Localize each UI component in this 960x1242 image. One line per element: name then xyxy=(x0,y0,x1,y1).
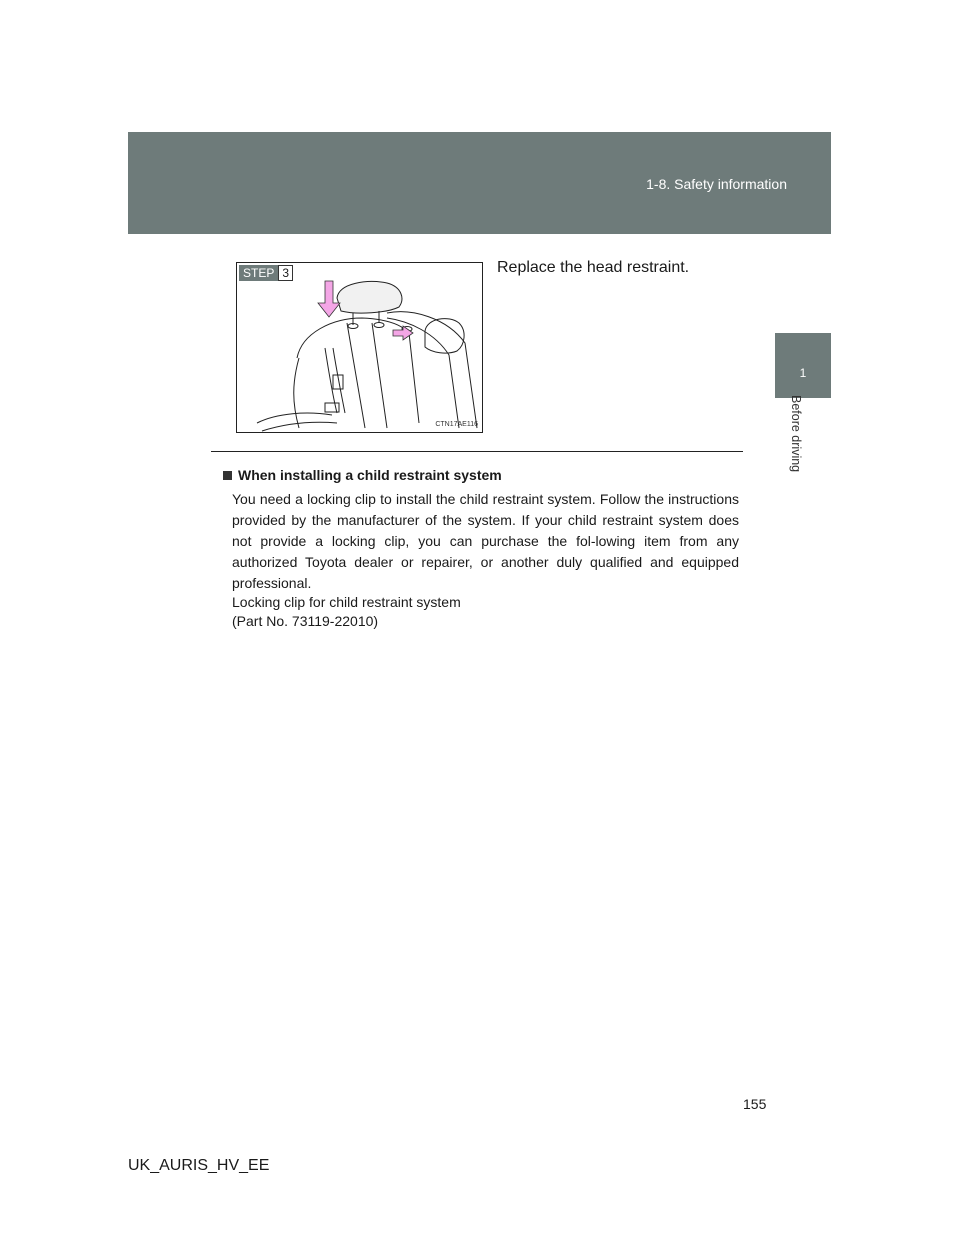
chapter-tab-label-text: Before driving xyxy=(789,395,803,473)
square-bullet-icon xyxy=(223,471,232,480)
section-title: 1-8. Safety information xyxy=(646,176,787,192)
page-number: 155 xyxy=(743,1096,767,1112)
step-badge xyxy=(239,265,293,281)
part-info xyxy=(232,593,739,631)
section-divider xyxy=(211,451,743,452)
part-line-1: Locking clip for child restraint system xyxy=(232,594,461,610)
head-restraint-illustration xyxy=(236,262,483,433)
figure-code: CTN17AE116 xyxy=(435,421,478,428)
header-band xyxy=(128,132,831,234)
part-line-2: (Part No. 73119-22010) xyxy=(232,613,379,629)
seat-drawing xyxy=(237,263,484,434)
step-badge-number: 3 xyxy=(278,265,293,281)
note-heading-text: When installing a child restraint system xyxy=(238,467,502,483)
step-instruction: Replace the head restraint. xyxy=(497,259,690,276)
step-badge-word: STEP xyxy=(239,265,278,281)
note-body: You need a locking clip to install the child restraint system. Follow the instructions provided by the manufacturer of the system. If your child restraint system does not provide a locking clip, you can purchase the fol-lowing item from any authorized Toyota dealer or repairer, or another duly qualified and equipped professional. xyxy=(232,491,739,591)
chapter-tab-number: 1 xyxy=(775,333,831,398)
note-heading xyxy=(223,467,502,483)
document-code: UK_AURIS_HV_EE xyxy=(128,1157,270,1174)
